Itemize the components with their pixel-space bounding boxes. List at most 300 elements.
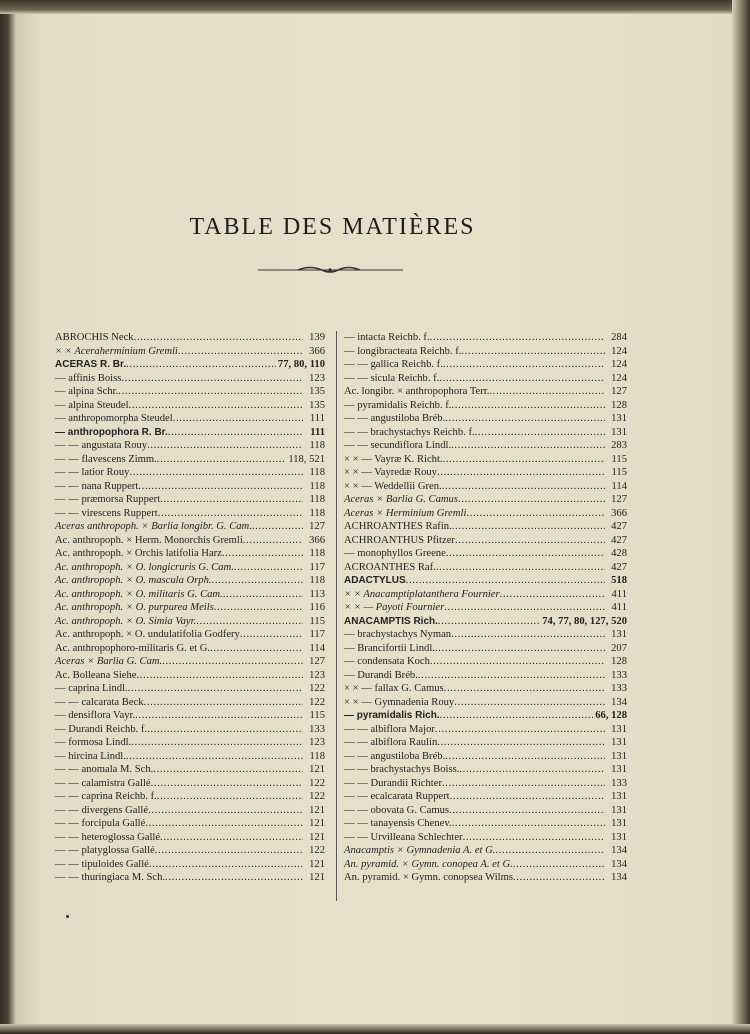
entry-page: 134 bbox=[611, 696, 627, 708]
index-entry bbox=[55, 642, 325, 656]
dot-leader bbox=[252, 520, 303, 534]
entry-page: 115 bbox=[611, 467, 627, 478]
index-entry bbox=[55, 831, 325, 845]
entry-page: 284 bbox=[611, 332, 627, 343]
entry-name: Ac. longibr. × anthropophora Terr. bbox=[344, 386, 490, 397]
dot-leader bbox=[444, 601, 605, 615]
entry-page: 124 bbox=[611, 345, 627, 357]
dot-leader bbox=[158, 507, 303, 521]
dot-leader bbox=[430, 655, 605, 669]
dot-leader bbox=[243, 534, 303, 548]
dot-leader bbox=[444, 682, 605, 696]
index-entry bbox=[344, 682, 627, 696]
dot-leader bbox=[162, 655, 303, 669]
entry-page: 134 bbox=[611, 872, 627, 883]
index-entry bbox=[344, 642, 627, 656]
entry-name: — — tipuloides Gallé bbox=[55, 858, 149, 870]
index-entry bbox=[55, 601, 325, 615]
column-divider bbox=[336, 331, 337, 901]
entry-page: 121 bbox=[309, 831, 325, 843]
entry-page: 131 bbox=[611, 818, 627, 829]
entry-page: 122 bbox=[309, 791, 325, 802]
index-entry bbox=[55, 561, 325, 575]
entry-name: ABROCHIS Neck bbox=[55, 332, 134, 343]
index-entry bbox=[344, 628, 627, 642]
entry-name: — affinis Boiss bbox=[55, 372, 122, 384]
index-entry bbox=[55, 439, 325, 453]
index-entry bbox=[55, 466, 325, 480]
entry-name: An. pyramid. × Gymn. conopea A. et G. bbox=[344, 858, 513, 870]
dot-leader bbox=[129, 466, 303, 480]
index-entry bbox=[55, 777, 325, 791]
entry-name: — alpina Steudel bbox=[55, 399, 129, 411]
entry-name: — — sicula Reichb. f. bbox=[344, 372, 440, 384]
entry-page: 123 bbox=[309, 372, 325, 384]
dot-leader bbox=[196, 615, 303, 629]
entry-page: 118 bbox=[309, 480, 325, 492]
dot-leader bbox=[173, 412, 303, 426]
index-entry bbox=[344, 817, 627, 831]
dot-leader bbox=[495, 844, 605, 858]
dot-leader bbox=[178, 345, 303, 359]
entry-name: — — albiflora Major bbox=[344, 723, 435, 735]
index-entry bbox=[55, 804, 325, 818]
entry-page: 135 bbox=[309, 386, 325, 397]
index-entry bbox=[55, 372, 325, 386]
entry-name: ADACTYLUS bbox=[344, 575, 406, 586]
entry-page: 123 bbox=[309, 669, 325, 681]
entry-name: — — nana Ruppert bbox=[55, 480, 139, 492]
entry-page: 133 bbox=[309, 723, 325, 735]
entry-page: 115 bbox=[309, 615, 325, 627]
dot-leader bbox=[168, 426, 303, 440]
ornament-divider bbox=[258, 264, 403, 276]
dot-leader bbox=[436, 561, 605, 575]
entry-name: ACHROANTHUS Pfitzer bbox=[344, 534, 455, 546]
index-entry bbox=[344, 844, 627, 858]
index-entry bbox=[55, 790, 325, 804]
index-entry bbox=[344, 723, 627, 737]
entry-page: 127 bbox=[309, 521, 325, 532]
dot-leader bbox=[165, 871, 303, 885]
index-entry bbox=[55, 453, 325, 467]
index-entry bbox=[344, 777, 627, 791]
index-entry bbox=[55, 817, 325, 831]
index-entry bbox=[55, 331, 325, 345]
entry-name: Ac. anthropoph. × O. mascula Orph. bbox=[55, 575, 212, 586]
dot-leader bbox=[442, 777, 605, 791]
index-entry bbox=[344, 358, 627, 372]
entry-page: 127 bbox=[611, 386, 627, 397]
entry-page: 131 bbox=[611, 629, 627, 640]
entry-name: — — calamistra Gallé bbox=[55, 777, 151, 789]
index-entry bbox=[344, 439, 627, 453]
entry-page: 411 bbox=[611, 588, 627, 600]
entry-name: ACHROANTHES Rafin. bbox=[344, 521, 452, 532]
entry-name: Aceras × Barlia G. Cam. bbox=[55, 656, 163, 667]
entry-name: — — flavescens Zimm. bbox=[55, 453, 157, 465]
page-speck bbox=[66, 915, 69, 918]
index-entry bbox=[55, 493, 325, 507]
dot-leader bbox=[406, 574, 605, 588]
dot-leader bbox=[446, 547, 605, 561]
dot-leader bbox=[144, 696, 303, 710]
entry-page: 117 bbox=[309, 629, 325, 640]
entry-page: 117 bbox=[309, 561, 325, 573]
entry-page: 131 bbox=[611, 426, 627, 438]
entry-page: 123 bbox=[309, 737, 325, 748]
dot-leader bbox=[134, 331, 303, 345]
dot-leader bbox=[437, 466, 605, 480]
entry-page: 116 bbox=[309, 602, 325, 613]
dot-leader bbox=[445, 412, 605, 426]
entry-name: Ac. anthropoph. × O. longicruris G. Cam. bbox=[55, 561, 234, 573]
dot-leader bbox=[240, 628, 303, 642]
index-entry bbox=[344, 588, 627, 602]
dot-leader bbox=[435, 723, 605, 737]
dot-leader bbox=[451, 628, 605, 642]
dot-leader bbox=[452, 817, 605, 831]
entry-page: 135 bbox=[309, 399, 325, 411]
entry-name: — pyramidalis Reichb. f. bbox=[344, 399, 452, 411]
dot-leader bbox=[160, 831, 303, 845]
dot-leader bbox=[149, 858, 303, 872]
dot-leader bbox=[461, 345, 605, 359]
index-entry bbox=[344, 858, 627, 872]
entry-name: — Brancifortii Lindl. bbox=[344, 642, 435, 654]
index-entry bbox=[55, 871, 325, 885]
entry-page: 114 bbox=[309, 642, 325, 654]
dot-leader bbox=[451, 399, 605, 413]
entry-page: 133 bbox=[611, 683, 627, 694]
index-entry bbox=[344, 453, 627, 467]
entry-name: × × Anacamptiplatanthera Fournier bbox=[344, 588, 500, 600]
entry-name: — — præmorsa Ruppert bbox=[55, 494, 161, 505]
entry-name: Aceras × Barlia G. Camus bbox=[344, 494, 458, 505]
entry-name: — longibracteata Reichb. f. bbox=[344, 345, 462, 357]
entry-name: — — caprina Reichb. f. bbox=[55, 791, 157, 802]
entry-page: 366 bbox=[611, 507, 627, 519]
index-entry bbox=[344, 345, 627, 359]
index-entry bbox=[344, 547, 627, 561]
index-entry bbox=[344, 696, 627, 710]
entry-name: × × — Vayræ K. Richt. bbox=[344, 453, 443, 465]
entry-page: 114 bbox=[611, 480, 627, 492]
entry-name: — — virescens Ruppert bbox=[55, 507, 158, 519]
entry-page: 207 bbox=[611, 642, 627, 654]
entry-name: Ac. anthropoph. × O. Simia Vayr. bbox=[55, 615, 197, 627]
dot-leader bbox=[126, 750, 303, 764]
entry-name: Aceras × Herminium Gremli bbox=[344, 507, 467, 519]
dot-leader bbox=[452, 520, 605, 534]
entry-page: 118 bbox=[309, 507, 325, 519]
index-entry bbox=[55, 426, 325, 440]
dot-leader bbox=[513, 871, 605, 885]
index-entry bbox=[344, 426, 627, 440]
entry-name: × × — Payoti Fournier bbox=[344, 602, 445, 613]
entry-page: 122 bbox=[309, 845, 325, 856]
dot-leader bbox=[440, 709, 594, 723]
entry-page: 133 bbox=[611, 777, 627, 789]
index-entry bbox=[344, 412, 627, 426]
entry-page: 124 bbox=[611, 359, 627, 370]
dot-leader bbox=[131, 736, 303, 750]
dot-leader bbox=[500, 588, 605, 602]
dot-leader bbox=[234, 561, 303, 575]
index-entry bbox=[344, 331, 627, 345]
entry-name: Aceras anthropoph. × Barlia longibr. G. Cam. bbox=[55, 521, 252, 532]
entry-page: 122 bbox=[309, 696, 325, 708]
entry-name: — — angustata Rouy bbox=[55, 440, 148, 451]
entry-page: 131 bbox=[611, 791, 627, 802]
entry-name: — — thuringiaca M. Sch. bbox=[55, 872, 166, 883]
dot-leader bbox=[445, 750, 605, 764]
entry-page: 131 bbox=[611, 723, 627, 735]
dot-leader bbox=[155, 844, 303, 858]
entry-name: Anacamptis × Gymnadenia A. et G. bbox=[344, 845, 496, 856]
index-entry bbox=[55, 480, 325, 494]
dot-leader bbox=[135, 709, 303, 723]
index-entry bbox=[344, 534, 627, 548]
entry-name: — condensata Koch bbox=[344, 656, 430, 667]
dot-leader bbox=[147, 439, 303, 453]
entry-page: 427 bbox=[611, 521, 627, 532]
entry-page: 131 bbox=[611, 413, 627, 424]
entry-page: 134 bbox=[611, 858, 627, 870]
dot-leader bbox=[160, 493, 303, 507]
index-entry bbox=[344, 750, 627, 764]
entry-page: 124 bbox=[611, 372, 627, 384]
entry-page: 121 bbox=[309, 818, 325, 829]
entry-name: Ac. Bolleana Siehe bbox=[55, 669, 137, 681]
dot-leader bbox=[466, 507, 605, 521]
entry-page: 128 bbox=[611, 656, 627, 667]
dot-leader bbox=[157, 453, 287, 467]
dot-leader bbox=[442, 480, 605, 494]
dot-leader bbox=[437, 736, 605, 750]
index-entry bbox=[55, 750, 325, 764]
index-entry bbox=[344, 669, 627, 683]
entry-name: — caprina Lindl. bbox=[55, 683, 128, 694]
entry-name: — — brachystachys Reichb. f. bbox=[344, 426, 475, 438]
entry-name: × × — fallax G. Camus bbox=[344, 683, 444, 694]
entry-name: — — gallica Reichb. f. bbox=[344, 359, 443, 370]
entry-name: ACERAS R. Br. bbox=[55, 359, 127, 370]
index-column-right bbox=[344, 331, 627, 885]
entry-name: — — tanayensis Chenev. bbox=[344, 818, 452, 829]
index-entry bbox=[344, 804, 627, 818]
index-entry bbox=[344, 574, 627, 588]
index-entry bbox=[55, 844, 325, 858]
index-entry bbox=[55, 628, 325, 642]
dot-leader bbox=[438, 615, 540, 629]
dot-leader bbox=[151, 777, 303, 791]
dot-leader bbox=[214, 601, 303, 615]
index-entry bbox=[344, 763, 627, 777]
entry-page: 122 bbox=[309, 683, 325, 694]
entry-page: 115 bbox=[309, 710, 325, 721]
dot-leader bbox=[223, 588, 303, 602]
entry-page: 118 bbox=[309, 548, 325, 559]
entry-name: — Durandi Bréb. bbox=[344, 669, 418, 681]
entry-name: — — angustiloba Bréb. bbox=[344, 750, 446, 762]
dot-leader bbox=[443, 358, 605, 372]
entry-name: — — latior Rouy bbox=[55, 467, 130, 478]
entry-name: — hircina Lindl. bbox=[55, 750, 126, 762]
index-entry bbox=[55, 574, 325, 588]
entry-name: — — platyglossa Gallé bbox=[55, 845, 155, 856]
entry-page: 131 bbox=[611, 750, 627, 762]
index-entry bbox=[55, 534, 325, 548]
index-entry bbox=[55, 615, 325, 629]
entry-page: 66, 128 bbox=[595, 710, 627, 721]
entry-name: Ac. anthropophoro-militaris G. et G. bbox=[55, 642, 211, 654]
dot-leader bbox=[118, 385, 303, 399]
dot-leader bbox=[489, 385, 605, 399]
entry-page: 128 bbox=[611, 399, 627, 411]
dot-leader bbox=[157, 790, 303, 804]
index-entry bbox=[55, 520, 325, 534]
index-column-left bbox=[55, 331, 325, 885]
entry-name: An. pyramid. × Gymn. conopsea Wilms bbox=[344, 872, 513, 883]
entry-name: — Durandi Reichb. f. bbox=[55, 723, 148, 735]
entry-page: 133 bbox=[611, 669, 627, 681]
entry-name: — — albiflora Raulin bbox=[344, 737, 438, 748]
dot-leader bbox=[455, 534, 605, 548]
entry-page: 118 bbox=[309, 750, 325, 762]
index-entry bbox=[55, 723, 325, 737]
index-entry bbox=[344, 655, 627, 669]
entry-name: — — calcarata Beck bbox=[55, 696, 144, 708]
entry-page: 411 bbox=[611, 602, 627, 613]
entry-name: — anthropomorpha Steudel bbox=[55, 413, 173, 424]
index-entry bbox=[344, 871, 627, 885]
index-entry bbox=[344, 831, 627, 845]
entry-name: Ac. anthropoph. × O. undulatifolia Godfery bbox=[55, 629, 240, 640]
entry-page: 121 bbox=[309, 764, 325, 775]
entry-name: — brachystachys Nyman bbox=[344, 629, 452, 640]
entry-page: 118 bbox=[309, 467, 325, 478]
index-entry bbox=[55, 858, 325, 872]
dot-leader bbox=[138, 480, 303, 494]
entry-page: 122 bbox=[309, 777, 325, 789]
entry-name: — — Durandii Richter bbox=[344, 777, 442, 789]
page-right-edge bbox=[732, 0, 750, 1034]
entry-name: Ac. anthropoph. × Orchis latifolia Harz bbox=[55, 548, 222, 559]
entry-name: — formosa Lindl. bbox=[55, 737, 132, 748]
entry-page: 127 bbox=[611, 494, 627, 505]
entry-name: Ac. anthropoph. × O. purpurea Meils bbox=[55, 602, 214, 613]
dot-leader bbox=[147, 723, 303, 737]
dot-leader bbox=[212, 574, 303, 588]
entry-page: 118 bbox=[309, 575, 325, 586]
dot-leader bbox=[210, 642, 303, 656]
entry-name: — intacta Reichb. f. bbox=[344, 332, 430, 343]
entry-name: Ac. anthropoph. × Herm. Monorchis Gremli bbox=[55, 534, 243, 546]
entry-page: 121 bbox=[309, 872, 325, 883]
dot-leader bbox=[128, 682, 303, 696]
entry-page: 131 bbox=[611, 737, 627, 748]
entry-page: 111 bbox=[309, 413, 325, 424]
entry-name: — — anomala M. Sch. bbox=[55, 764, 154, 775]
index-entry bbox=[344, 790, 627, 804]
dot-leader bbox=[475, 426, 605, 440]
entry-page: 118 bbox=[309, 494, 325, 505]
entry-page: 121 bbox=[309, 804, 325, 816]
entry-name: Ac. anthropoph. × O. militaris G. Cam. bbox=[55, 588, 223, 600]
entry-page: 113 bbox=[309, 588, 325, 600]
dot-leader bbox=[145, 817, 303, 831]
entry-name: ACROANTHES Raf. bbox=[344, 561, 436, 573]
index-entry bbox=[344, 561, 627, 575]
dot-leader bbox=[129, 399, 303, 413]
index-entry bbox=[344, 615, 627, 629]
dot-leader bbox=[450, 790, 605, 804]
index-entry bbox=[55, 412, 325, 426]
index-entry bbox=[344, 480, 627, 494]
entry-name: — — obovata G. Camus bbox=[344, 804, 450, 816]
entry-page: 131 bbox=[611, 831, 627, 843]
dot-leader bbox=[513, 858, 605, 872]
entry-page: 427 bbox=[611, 534, 627, 546]
entry-page: 366 bbox=[309, 345, 325, 357]
index-entry bbox=[55, 696, 325, 710]
dot-leader bbox=[443, 453, 605, 467]
entry-page: 118 bbox=[309, 440, 325, 451]
index-entry bbox=[55, 682, 325, 696]
index-entry bbox=[55, 399, 325, 413]
dot-leader bbox=[137, 669, 304, 683]
page-top-edge bbox=[0, 0, 750, 14]
dot-leader bbox=[454, 696, 605, 710]
entry-name: — monophyllos Greene bbox=[344, 548, 446, 559]
entry-name: × × Aceraherminium Gremli bbox=[55, 345, 178, 357]
index-entry bbox=[344, 736, 627, 750]
entry-name: × × — Gymnadenia Rouy bbox=[344, 696, 455, 708]
entry-name: — — secundiflora Lindl. bbox=[344, 440, 452, 451]
entry-name: — anthropophora R. Br. bbox=[55, 426, 168, 438]
entry-name: — pyramidalis Rich. bbox=[344, 710, 440, 721]
entry-page: 77, 80, 110 bbox=[277, 359, 325, 370]
index-entry bbox=[55, 588, 325, 602]
entry-name: — — ecalcarata Ruppert bbox=[344, 791, 450, 802]
entry-page: 111 bbox=[310, 426, 325, 438]
entry-name: — — divergens Gallé bbox=[55, 804, 149, 816]
index-entry bbox=[55, 345, 325, 359]
entry-page: 427 bbox=[611, 561, 627, 573]
index-entry bbox=[55, 547, 325, 561]
index-entry bbox=[55, 709, 325, 723]
index-entry bbox=[344, 466, 627, 480]
dot-leader bbox=[126, 358, 276, 372]
entry-page: 283 bbox=[611, 440, 627, 451]
dot-leader bbox=[449, 804, 605, 818]
page-title: TABLE DES MATIÈRES bbox=[189, 214, 476, 240]
entry-page: 139 bbox=[309, 332, 325, 343]
index-entry bbox=[55, 655, 325, 669]
index-entry bbox=[55, 385, 325, 399]
index-entry bbox=[344, 399, 627, 413]
index-entry bbox=[344, 709, 627, 723]
index-entry bbox=[55, 669, 325, 683]
dot-leader bbox=[435, 642, 605, 656]
entry-page: 74, 77, 80, 127, 520 bbox=[542, 615, 627, 627]
entry-page: 134 bbox=[611, 845, 627, 856]
entry-page: 428 bbox=[611, 548, 627, 559]
entry-name: × × — Weddellii Gren. bbox=[344, 480, 442, 492]
dot-leader bbox=[463, 831, 605, 845]
index-entry bbox=[344, 507, 627, 521]
